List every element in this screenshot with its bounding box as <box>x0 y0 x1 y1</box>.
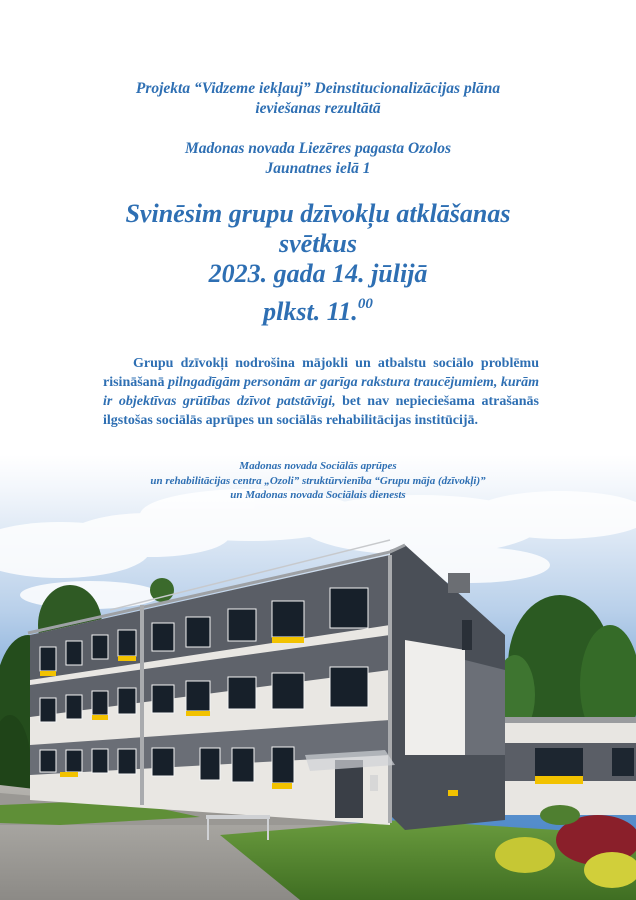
address-line: Jaunatnes ielā 1 <box>265 160 371 177</box>
building-photo <box>0 455 636 900</box>
event-headline <box>0 199 636 327</box>
event-time-hour: plkst. 11. <box>263 297 358 326</box>
organizer-line: un Madonas novada Sociālais dienests <box>230 489 406 501</box>
event-time-minutes: 00 <box>357 296 373 312</box>
project-line: Projekta “Vidzeme iekļauj” Deinstitucionalizācijas plāna <box>135 80 501 97</box>
location <box>0 139 636 179</box>
description-part3: bet nav nepieciešama atrašanās ilgstošas sociālās aprūpes un sociālās rehabilitācijas institūcijā. <box>103 394 539 428</box>
location-line: Madonas novada Liezēres pagasta Ozolos <box>184 140 452 157</box>
project-intro <box>0 79 636 119</box>
description-part1: Grupu dzīvokļi nodrošina mājokli un atbalstu sociālo problēmu risināšanā <box>103 356 539 390</box>
organizer-line: un rehabilitācijas centra „Ozoli” struktūrvienība “Grupu māja (dzīvokļi)” <box>150 474 486 487</box>
description-paragraph <box>103 354 539 430</box>
description-part2: pilngadīgām personām ar garīga rakstura traucējumiem, kurām ir objektīvas grūtības dzīvot patstāvīgi, <box>103 375 539 409</box>
headline-line-cont: svētkus <box>279 229 357 258</box>
project-line-cont: ieviešanas rezultātā <box>255 100 381 117</box>
event-time <box>0 289 636 327</box>
headline-line: Svinēsim grupu dzīvokļu atklāšanas <box>125 199 511 228</box>
event-date: 2023. gada 14. jūlijā <box>208 259 428 288</box>
organizers <box>0 459 636 503</box>
organizer-line: Madonas novada Sociālās aprūpes <box>239 460 397 472</box>
